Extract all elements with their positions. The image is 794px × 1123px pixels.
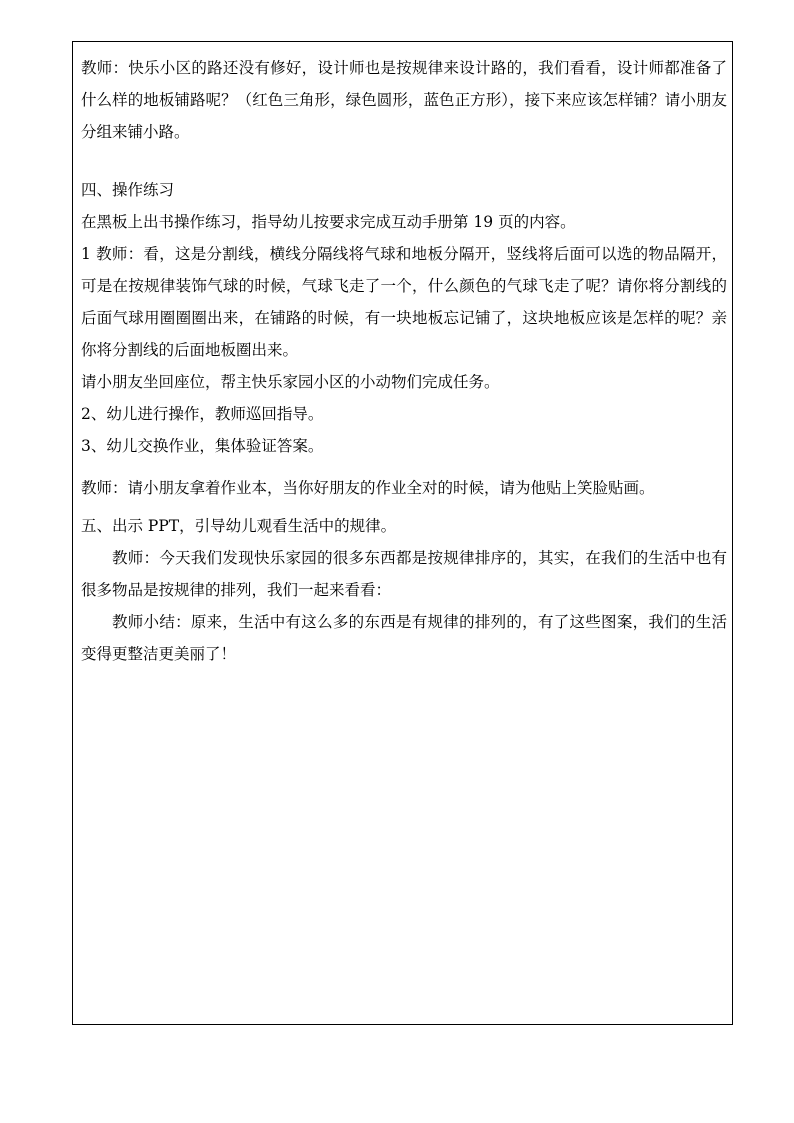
paragraph-step-3: 3、幼儿交换作业，集体验证答案。	[81, 437, 324, 455]
lesson-table-cell	[72, 41, 733, 1025]
paragraph-teacher-patterns: 教师：今天我们发现快乐家园的很多东西都是按规律排序的，其实，在我们的生活中也有很多物品是按规律的排列，我们一起来看看：	[81, 549, 727, 599]
lesson-content	[81, 52, 727, 670]
paragraph-teacher-road: 教师：快乐小区的路还没有修好，设计师也是按规律来设计路的，我们看看，设计师都准备了什么样的地板铺路呢？（红色三角形，绿色圆形，蓝色正方形），接下来应该怎样铺？请小朋友分组来铺小路。	[81, 59, 727, 141]
section-heading-ppt: 五、出示 PPT，引导幼儿观看生活中的规律。	[81, 517, 397, 535]
paragraph-step-2: 2、幼儿进行操作，教师巡回指导。	[81, 405, 324, 423]
paragraph-smiley-sticker: 教师：请小朋友拿着作业本，当你好朋友的作业全对的时候，请为他贴上笑脸贴画。	[81, 479, 655, 497]
paragraph-dividing-line: 1 教师：看，这是分割线，横线分隔线将气球和地板分隔开，竖线将后面可以选的物品隔开，可是在按规律装饰气球的时候，气球飞走了一个，什么颜色的气球飞走了呢？请你将分割线的后面气球用圈圈圈出来，在铺路的时候，有一块地板忘记铺了，这块地板应该是怎样的呢？亲你将分割线的后面地板圈出来。	[81, 245, 727, 359]
section-heading-practice: 四、操作练习	[81, 181, 175, 199]
paragraph-teacher-summary: 教师小结：原来，生活中有这么多的东西是有规律的排列的，有了这些图案，我们的生活变得更整洁更美丽了！	[81, 613, 727, 663]
paragraph-return-seats: 请小朋友坐回座位，帮主快乐家园小区的小动物们完成任务。	[81, 373, 500, 391]
paragraph-blackboard-practice: 在黑板上出书操作练习，指导幼儿按要求完成互动手册第 19 页的内容。	[81, 213, 576, 231]
